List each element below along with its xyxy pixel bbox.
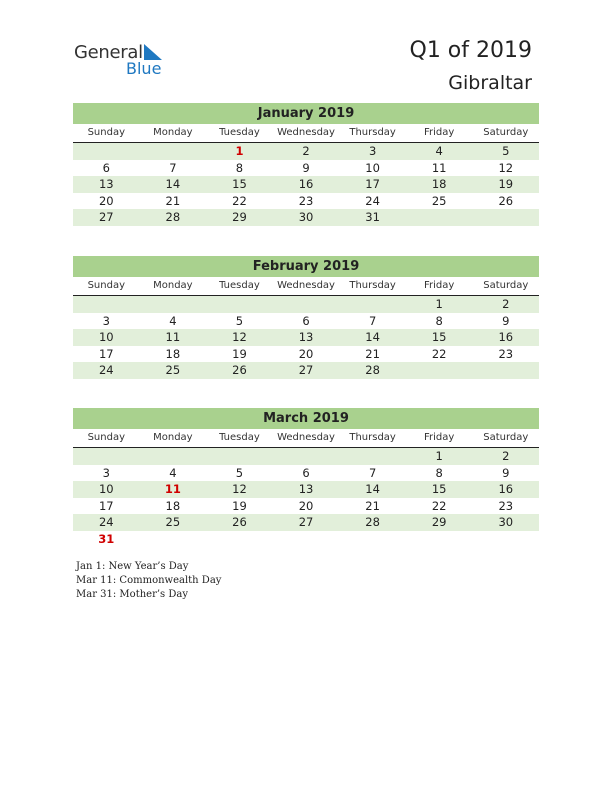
day-cell: 6 — [302, 465, 310, 480]
week-row — [73, 209, 539, 226]
weekday-label: Wednesday — [277, 127, 335, 138]
week-row — [73, 296, 539, 313]
day-cell: 24 — [365, 193, 380, 208]
day-cell: 14 — [365, 330, 380, 344]
holiday-day-cell: 31 — [98, 531, 115, 546]
day-cell: 12 — [232, 482, 247, 496]
day-cell: 5 — [235, 313, 244, 328]
flag-icon — [142, 44, 162, 60]
day-cell: 21 — [365, 346, 380, 361]
weekday-label: Saturday — [483, 127, 529, 138]
day-cell — [472, 531, 539, 548]
day-cell: 19 — [498, 177, 514, 191]
day-cell: 9 — [502, 465, 510, 480]
day-cell — [206, 296, 273, 313]
holiday-notes — [76, 560, 221, 602]
day-cell: 22 — [431, 346, 447, 361]
day-cell: 19 — [232, 346, 247, 361]
weekday-label: Sunday — [87, 280, 125, 291]
day-cell: 17 — [365, 177, 380, 191]
day-cell: 8 — [435, 313, 443, 328]
day-cell: 16 — [298, 177, 314, 191]
day-cell: 8 — [435, 465, 443, 480]
day-cell: 30 — [298, 210, 314, 224]
day-cell: 6 — [302, 313, 310, 328]
day-cell — [73, 296, 140, 313]
day-cell — [140, 531, 207, 548]
weekday-label: Monday — [153, 280, 193, 291]
day-cell: 10 — [365, 160, 380, 175]
day-cell: 1 — [435, 449, 443, 463]
weekday-label: Tuesday — [219, 280, 260, 291]
day-cell: 28 — [365, 363, 380, 377]
day-cell: 18 — [431, 177, 447, 191]
day-cell: 30 — [498, 515, 514, 529]
day-cell: 17 — [98, 498, 114, 513]
day-cell: 10 — [98, 330, 114, 344]
weekday-label: Thursday — [349, 127, 396, 138]
week-row — [73, 160, 539, 177]
day-cell: 7 — [368, 313, 377, 328]
weekday-header-row — [73, 277, 539, 296]
week-row — [73, 313, 539, 330]
day-cell: 27 — [98, 210, 114, 224]
day-cell: 27 — [298, 363, 314, 377]
day-cell — [273, 296, 340, 313]
holiday-note: Mar 11: Commonwealth Day — [76, 575, 222, 586]
day-cell: 2 — [502, 449, 510, 463]
day-cell: 4 — [169, 313, 177, 328]
day-cell: 4 — [169, 465, 177, 480]
month-january — [73, 103, 539, 226]
day-cell: 1 — [435, 297, 443, 311]
day-cell: 3 — [102, 465, 110, 480]
month-february — [73, 256, 539, 379]
holiday-note: Mar 31: Mother’s Day — [76, 589, 188, 600]
day-cell: 29 — [431, 515, 447, 529]
weekday-label: Tuesday — [219, 127, 260, 138]
weekday-label: Friday — [424, 432, 455, 443]
day-cell: 2 — [502, 297, 510, 311]
day-cell: 20 — [298, 346, 314, 361]
day-cell: 20 — [298, 498, 314, 513]
weekday-label: Wednesday — [277, 432, 335, 443]
month-title: February 2019 — [73, 256, 539, 277]
week-row — [73, 531, 539, 548]
day-cell — [406, 209, 473, 226]
day-cell — [140, 448, 207, 465]
day-cell: 23 — [498, 498, 514, 513]
brand-general-text: General — [74, 42, 143, 63]
day-cell: 3 — [368, 144, 377, 158]
day-cell — [472, 362, 539, 379]
day-cell — [73, 448, 140, 465]
day-cell: 9 — [502, 313, 510, 328]
day-cell — [73, 143, 140, 160]
day-cell: 12 — [498, 160, 514, 175]
day-cell — [140, 296, 207, 313]
page-subtitle: Gibraltar — [448, 72, 532, 94]
week-row — [73, 362, 539, 379]
day-cell: 15 — [431, 330, 447, 344]
day-cell: 25 — [165, 363, 181, 377]
day-cell: 13 — [98, 177, 114, 191]
day-cell: 24 — [98, 363, 114, 377]
brand-blue-text: Blue — [126, 59, 162, 78]
weekday-label: Sunday — [87, 432, 125, 443]
weekday-label: Monday — [153, 432, 193, 443]
holiday-day-cell: 1 — [235, 144, 244, 158]
week-row — [73, 176, 539, 193]
weekday-label: Thursday — [349, 432, 396, 443]
weekday-label: Saturday — [483, 432, 529, 443]
week-row — [73, 329, 539, 346]
day-cell: 2 — [302, 144, 310, 158]
day-cell: 16 — [498, 330, 514, 344]
month-title: March 2019 — [73, 408, 539, 429]
day-cell: 6 — [102, 160, 110, 175]
page-title: Q1 of 2019 — [409, 38, 532, 63]
day-cell: 23 — [498, 346, 514, 361]
day-cell — [406, 531, 473, 548]
day-cell: 10 — [98, 482, 114, 496]
day-cell: 7 — [368, 465, 377, 480]
day-cell — [472, 209, 539, 226]
day-cell — [339, 448, 406, 465]
day-cell: 4 — [435, 144, 443, 158]
day-cell: 13 — [298, 482, 314, 496]
day-cell: 12 — [232, 330, 247, 344]
day-cell — [206, 448, 273, 465]
day-cell: 15 — [431, 482, 447, 496]
day-cell: 28 — [365, 515, 380, 529]
day-cell — [406, 362, 473, 379]
day-cell: 14 — [365, 482, 380, 496]
day-cell: 26 — [232, 515, 247, 529]
weekday-label: Monday — [153, 127, 193, 138]
day-cell: 21 — [365, 498, 380, 513]
day-cell: 3 — [102, 313, 110, 328]
week-row — [73, 143, 539, 160]
day-cell — [273, 448, 340, 465]
weekday-header-row — [73, 124, 539, 143]
day-cell: 26 — [498, 193, 514, 208]
day-cell: 28 — [165, 210, 181, 224]
weekday-label: Sunday — [87, 127, 125, 138]
week-row — [73, 346, 539, 363]
weekday-label: Thursday — [349, 280, 396, 291]
month-march — [73, 408, 539, 547]
day-cell: 5 — [235, 465, 244, 480]
day-cell: 22 — [232, 193, 247, 208]
day-cell: 31 — [365, 210, 380, 224]
week-row — [73, 498, 539, 515]
day-cell: 21 — [165, 193, 181, 208]
day-cell — [339, 531, 406, 548]
weekday-header-row — [73, 429, 539, 448]
day-cell: 22 — [431, 498, 447, 513]
day-cell: 11 — [431, 160, 447, 175]
day-cell: 8 — [235, 160, 244, 175]
week-row — [73, 448, 539, 465]
day-cell: 23 — [298, 193, 314, 208]
day-cell — [339, 296, 406, 313]
day-cell — [140, 143, 207, 160]
month-title: January 2019 — [73, 103, 539, 124]
week-row — [73, 481, 539, 498]
day-cell: 15 — [232, 177, 247, 191]
week-row — [73, 193, 539, 210]
day-cell: 24 — [98, 515, 114, 529]
day-cell: 5 — [502, 144, 510, 158]
day-cell: 7 — [169, 160, 177, 175]
day-cell: 29 — [232, 210, 247, 224]
day-cell: 9 — [302, 160, 310, 175]
day-cell — [273, 531, 340, 548]
day-cell: 13 — [298, 330, 314, 344]
day-cell: 26 — [232, 363, 247, 377]
day-cell: 25 — [165, 515, 181, 529]
weekday-label: Wednesday — [277, 280, 335, 291]
day-cell: 25 — [431, 193, 447, 208]
day-cell: 18 — [165, 498, 181, 513]
day-cell: 27 — [298, 515, 314, 529]
weekday-label: Friday — [424, 280, 455, 291]
day-cell: 16 — [498, 482, 514, 496]
day-cell — [206, 531, 273, 548]
day-cell: 18 — [165, 346, 181, 361]
day-cell: 14 — [165, 177, 181, 191]
day-cell: 17 — [98, 346, 114, 361]
day-cell: 19 — [232, 498, 247, 513]
weekday-label: Friday — [424, 127, 455, 138]
day-cell: 11 — [165, 330, 181, 344]
holiday-note: Jan 1: New Year’s Day — [76, 561, 189, 572]
week-row — [73, 465, 539, 482]
day-cell: 20 — [98, 193, 114, 208]
week-row — [73, 514, 539, 531]
holiday-day-cell: 11 — [164, 482, 181, 496]
weekday-label: Tuesday — [219, 432, 260, 443]
weekday-label: Saturday — [483, 280, 529, 291]
